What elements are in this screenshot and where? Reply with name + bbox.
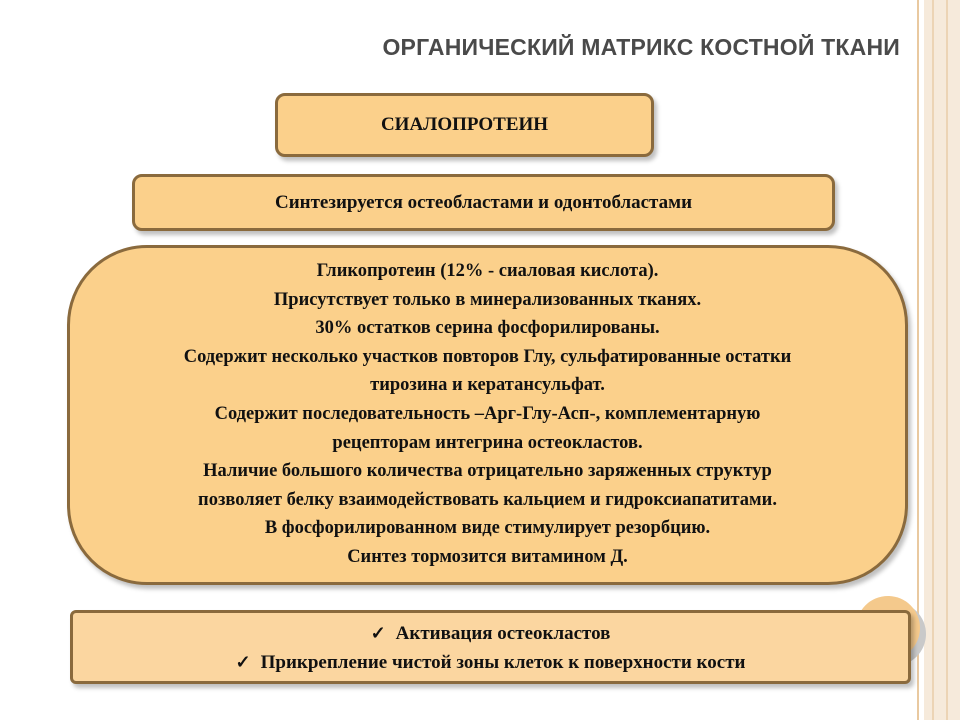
property-line: 30% остатков серина фосфорилированы. — [315, 318, 660, 339]
synthesis-box: Синтезируется остеобластами и одонтобластами — [132, 174, 835, 231]
side-border-line — [946, 0, 948, 720]
property-line: позволяет белку взаимодействовать кальцием и гидроксиапатитами. — [198, 489, 777, 510]
property-line: Присутствует только в минерализованных тканях. — [273, 289, 702, 310]
function-item-label: Активация остеокластов — [395, 623, 611, 644]
function-item — [73, 648, 908, 677]
function-item-label: Прикрепление чистой зоны клеток к поверхности кости — [260, 652, 746, 673]
property-line: тирозина и кератансульфат. — [370, 375, 605, 396]
property-line: Содержит последовательность –Арг-Глу-Асп-, комплементарную — [214, 403, 761, 424]
property-line: рецепторам интегрина остеокластов. — [332, 432, 643, 453]
property-line: Гликопротеин (12% - сиаловая кислота). — [316, 261, 659, 281]
property-line: В фосфорилированном виде стимулирует резорбцию. — [264, 518, 711, 539]
property-line: Содержит несколько участков повторов Глу, сульфатированные остатки — [183, 346, 792, 367]
side-border-line — [932, 0, 934, 720]
functions-box — [70, 610, 911, 684]
property-line: Наличие большого количества отрицательно заряженных структур — [203, 461, 772, 482]
function-item — [73, 619, 908, 648]
side-border-fill — [924, 0, 960, 720]
slide-title: ОРГАНИЧЕСКИЙ МАТРИКС КОСТНОЙ ТКАНИ — [382, 34, 900, 60]
property-line: Синтез тормозится витамином Д. — [347, 546, 628, 567]
checkmark-icon: ✓ — [370, 623, 386, 643]
checkmark-icon: ✓ — [235, 652, 251, 672]
protein-name-box: СИАЛОПРОТЕИН — [275, 93, 654, 157]
properties-box — [67, 245, 908, 585]
